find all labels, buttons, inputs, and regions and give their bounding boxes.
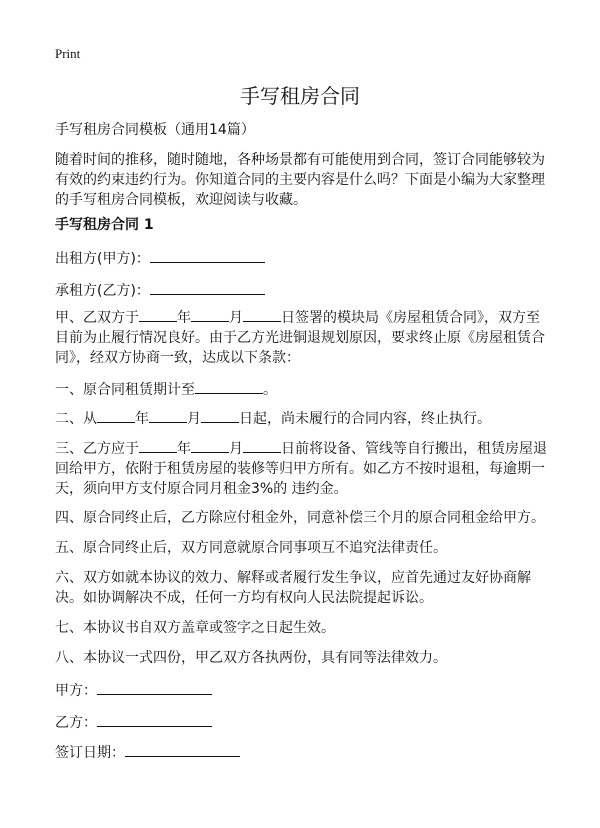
sign-party-b: 乙方： xyxy=(55,712,547,733)
intro-paragraph: 随着时间的推移，随时随地，各种场景都有可能使用到合同，签订合同能够较为有效的约束违约行为。你知道合同的主要内容是什么吗？下面是小编为大家整理的手写租房合同模板，欢迎阅读与收藏。 xyxy=(55,152,545,208)
year-blank[interactable] xyxy=(139,438,177,453)
clause-6: 六、双方如就本协议的效力、解释或者履行发生争议，应首先通过友好协商解决。如协调解决不成，任何一方均有权向人民法院提起诉讼。 xyxy=(55,570,531,606)
main-paragraph: 甲、乙双方于 年 月 日签署的模块局《房屋租赁合同》，双方至目前为止履行情况良好。由于乙方光进铜退规划原因，要求终止原《房屋租赁合同》，经双方协商一致，达成以下条款： xyxy=(55,307,547,368)
lessor-label: 出租方(甲方)： xyxy=(55,251,150,267)
sign-date: 签订日期： xyxy=(55,742,547,763)
clause-7: 七、本协议书自双方盖章或签字之日起生效。 xyxy=(55,620,335,636)
print-link[interactable]: Print xyxy=(55,46,81,61)
clause-8: 八、本协议一式四份，甲乙双方各执两份，具有同等法律效力。 xyxy=(55,650,447,666)
page-title: 手写租房合同 xyxy=(240,84,360,108)
party-b-blank[interactable] xyxy=(97,712,212,727)
lessee-label: 承租方(乙方)： xyxy=(55,283,150,299)
lessor-blank[interactable] xyxy=(150,248,265,263)
party-a-blank[interactable] xyxy=(97,680,212,695)
lessee-blank[interactable] xyxy=(150,280,265,295)
month-blank[interactable] xyxy=(191,307,229,322)
year-blank[interactable] xyxy=(139,307,177,322)
date-blank[interactable] xyxy=(195,379,263,394)
year-blank[interactable] xyxy=(97,408,135,423)
day-blank[interactable] xyxy=(243,438,281,453)
subtitle: 手写租房合同模板（通用14篇） xyxy=(55,122,255,138)
lessee-line xyxy=(55,280,547,301)
clause-3: 三、乙方应于 年 月 日前将设备、管线等自行搬出，租赁房屋退回给甲方，依附于租赁房屋的装修等归甲方所有。如乙方不按时退租，每逾期一天，须向甲方支付原合同月租金3%的 违约金。 xyxy=(55,438,547,499)
clause-2: 二、从 年 月 日起，尚未履行的合同内容，终止执行。 xyxy=(55,408,547,429)
clause-4: 四、原合同终止后，乙方除应付租金外，同意补偿三个月的原合同租金给甲方。 xyxy=(55,510,545,526)
sign-party-a: 甲方： xyxy=(55,680,547,701)
day-blank[interactable] xyxy=(201,408,239,423)
day-blank[interactable] xyxy=(243,307,281,322)
clause-5: 五、原合同终止后，双方同意就原合同事项互不追究法律责任。 xyxy=(55,540,447,556)
month-blank[interactable] xyxy=(191,438,229,453)
section-heading: 手写租房合同 1 xyxy=(55,217,154,233)
date-blank[interactable] xyxy=(125,742,240,757)
lessor-line xyxy=(55,248,547,269)
month-blank[interactable] xyxy=(149,408,187,423)
clause-1: 一、原合同租赁期计至 。 xyxy=(55,379,547,400)
